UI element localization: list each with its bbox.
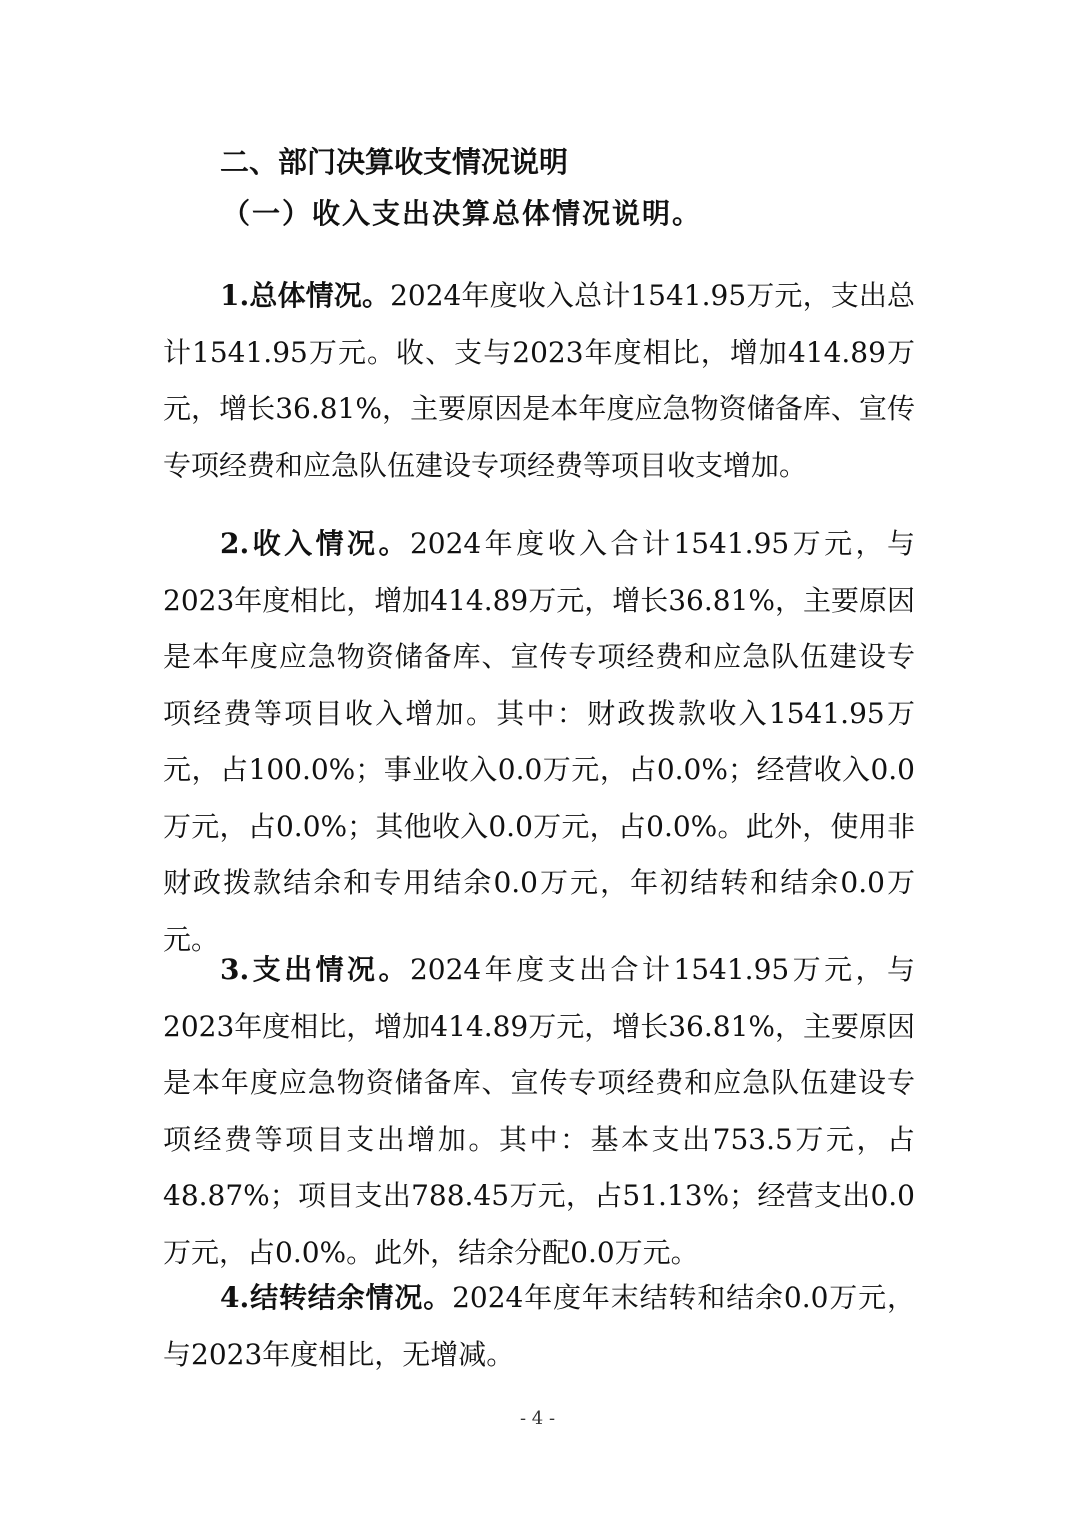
paragraph-lead: 1.总体情况。 bbox=[220, 279, 391, 312]
paragraph-income bbox=[163, 516, 915, 968]
subsection-heading: （一）收入支出决算总体情况说明。 bbox=[222, 197, 703, 230]
page-number: - 4 - bbox=[519, 1408, 556, 1429]
paragraph-carryover bbox=[163, 1270, 915, 1383]
paragraph-text: 2024年度支出合计1541.95万元，与2023年度相比，增加414.89万元，增长36.81%，主要原因是本年度应急物资储备库、宣传专项经费和应急队伍建设专项经费等项目支出增加。其中：基本支出753.5万元，占48.87%；项目支出788.45万元，占51.13%；经营支出0.0万元，占0.0%。此外，结余分配0.0万元。 bbox=[163, 953, 916, 1269]
paragraph-text: 2024年度年末结转和结余0.0万元，与2023年度相比，无增减。 bbox=[163, 1281, 915, 1371]
paragraph-lead: 4.结转结余情况。 bbox=[220, 1281, 453, 1314]
paragraph-text: 2024年度收入合计1541.95万元，与2023年度相比，增加414.89万元，增长36.81%，主要原因是本年度应急物资储备库、宣传专项经费和应急队伍建设专项经费等项目收入增加。其中：财政拨款收入1541.95万元，占100.0%；事业收入0.0万元，占0.0%；经营收入0.0万元，占0.0%；其他收入0.0万元，占0.0%。此外，使用非财政拨款结余和专用结余0.0万元，年初结转和结余0.0万元。 bbox=[163, 527, 916, 956]
paragraph-expenditure bbox=[163, 942, 915, 1281]
paragraph-lead: 2.收入情况。 bbox=[220, 527, 410, 560]
paragraph-overall bbox=[163, 268, 915, 494]
section-heading: 二、部门决算收支情况说明 bbox=[220, 145, 569, 179]
paragraph-lead: 3.支出情况。 bbox=[220, 953, 410, 986]
paragraph-text: 2024年度收入总计1541.95万元，支出总计1541.95万元。收、支与2023年度相比，增加414.89万元，增长36.81%，主要原因是本年度应急物资储备库、宣传专项经费和应急队伍建设专项经费等项目收支增加。 bbox=[163, 279, 916, 482]
